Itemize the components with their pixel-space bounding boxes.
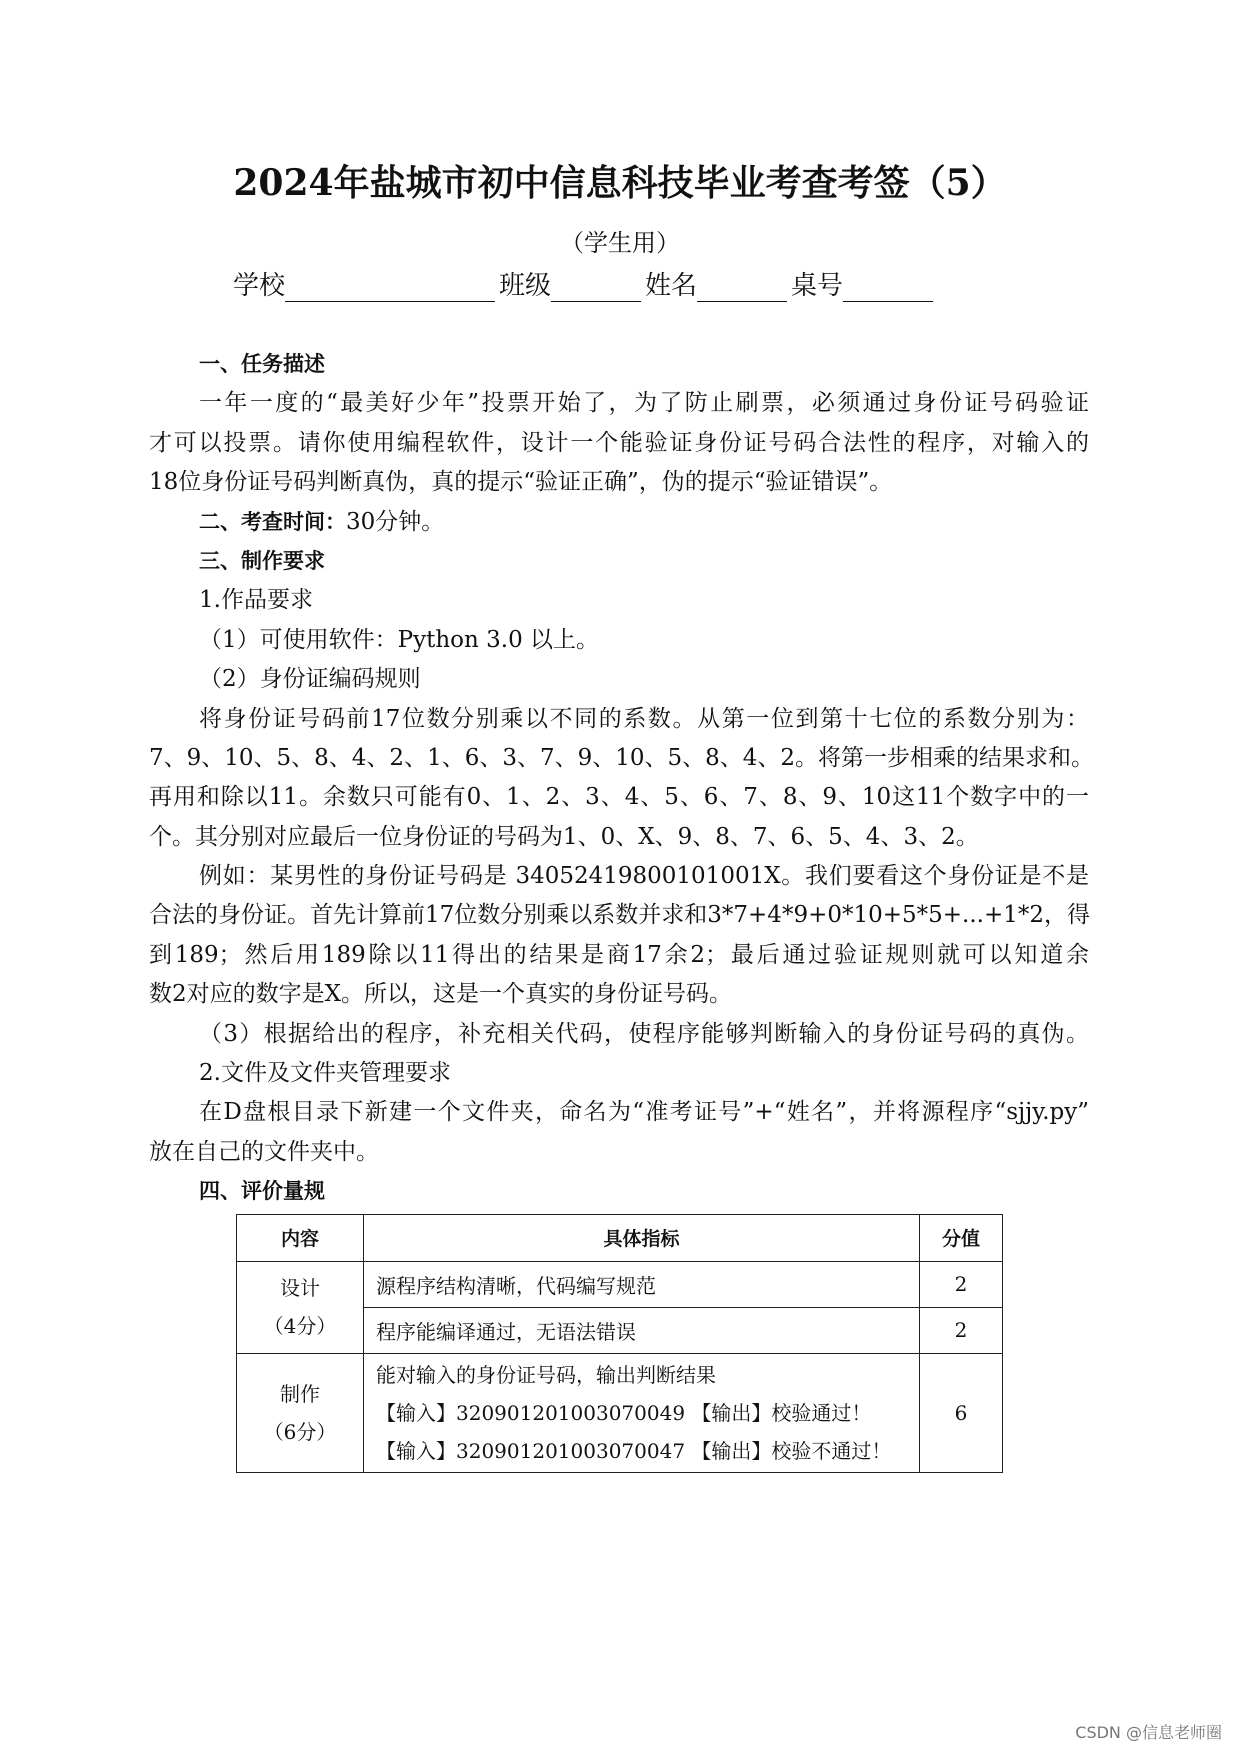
class-blank <box>551 271 641 302</box>
table-header-row <box>237 1214 1003 1261</box>
requirement-item2: （2）身份证编码规则 <box>199 666 421 693</box>
make-line: 【输入】320901201003070049 【输出】校验通过！ <box>376 1400 872 1425</box>
file-line: 放在自己的文件夹中。 <box>149 1138 379 1165</box>
rule-line: 7、9、10、5、8、4、2、1、6、3、7、9、10、5、8、4、2。将第一步相乘的结果求和。 <box>149 744 1095 771</box>
watermark: CSDN @信息老师圈 <box>1075 1723 1222 1742</box>
school-blank <box>285 271 495 302</box>
section-rubric-title: 四、评价量规 <box>199 1179 325 1204</box>
table-row <box>237 1261 1003 1307</box>
class-label: 班级 <box>499 271 552 301</box>
make-score: 6 <box>920 1353 1003 1472</box>
header-indicator: 具体指标 <box>364 1214 920 1261</box>
make-line: 能对输入的身份证号码，输出判断结果 <box>376 1362 716 1387</box>
requirement-sub2: 2.文件及文件夹管理要求 <box>199 1060 451 1087</box>
section-time-value: 30分钟。 <box>346 508 445 535</box>
task-line: 18位身份证号码判断真伪，真的提示“验证正确”，伪的提示“验证错误”。 <box>149 469 893 496</box>
header-content: 内容 <box>237 1214 364 1261</box>
page-title: 2024年盐城市初中信息科技毕业考查考签（5） <box>233 162 1007 204</box>
design-points: （4分） <box>263 1314 337 1339</box>
make-points: （6分） <box>263 1419 337 1444</box>
make-criterion <box>364 1353 920 1472</box>
section-time <box>149 503 1089 542</box>
section-time-title: 二、考查时间： <box>199 509 346 534</box>
requirement-item1: （1）可使用软件：Python 3.0 以上。 <box>199 626 600 653</box>
name-label: 姓名 <box>645 271 698 301</box>
section-requirements-title: 三、制作要求 <box>199 548 325 573</box>
example-line: 例如：某男性的身份证号码是 34052419800101001X。我们要看这个身份证是不是 <box>199 863 1089 890</box>
example-line: 到189；然后用189除以11得出的结果是商17余2；最后通过验证规则就可以知道余 <box>149 941 1089 968</box>
example-line: 数2对应的数字是X。所以，这是一个真实的身份证号码。 <box>149 981 733 1008</box>
rule-line: 将身份证号码前17位数分别乘以不同的系数。从第一位到第十七位的系数分别为： <box>199 705 1089 732</box>
task-line: 才可以投票。请你使用编程软件，设计一个能验证身份证号码合法性的程序，对输入的 <box>149 429 1089 456</box>
document-body <box>149 345 1095 1473</box>
desk-blank <box>843 271 933 302</box>
design-label: 设计 <box>280 1276 320 1301</box>
table-row <box>237 1353 1003 1472</box>
file-line: 在D盘根目录下新建一个文件夹，命名为“准考证号”+“姓名”，并将源程序“sjjy.py” <box>199 1099 1089 1126</box>
header-score: 分值 <box>920 1214 1003 1261</box>
desk-label: 桌号 <box>791 271 844 301</box>
rubric-table <box>236 1214 1003 1473</box>
name-blank <box>697 271 787 302</box>
task-line: 一年一度的“最美好少年”投票开始了，为了防止刷票，必须通过身份证号码验证 <box>199 390 1089 417</box>
design-score: 2 <box>920 1261 1003 1307</box>
make-category <box>237 1353 364 1472</box>
rule-line: 再用和除以11。余数只可能有0、1、2、3、4、5、6、7、8、9、10这11个数字中的一 <box>149 784 1089 811</box>
requirement-sub1: 1.作品要求 <box>199 587 313 614</box>
design-category <box>237 1261 364 1353</box>
design-criterion: 源程序结构清晰，代码编写规范 <box>364 1261 920 1307</box>
section-task-title: 一、任务描述 <box>199 352 325 376</box>
make-label: 制作 <box>280 1381 320 1406</box>
make-line: 【输入】320901201003070047 【输出】校验不通过！ <box>376 1438 892 1463</box>
page-subtitle: （学生用） <box>560 229 680 257</box>
school-label: 学校 <box>233 271 286 301</box>
requirement-item3: （3）根据给出的程序，补充相关代码，使程序能够判断输入的身份证号码的真伪。 <box>199 1020 1089 1047</box>
example-line: 合法的身份证。首先计算前17位数分别乘以系数并求和3*7+4*9+0*10+5*5+...+1*2，得 <box>149 902 1091 929</box>
student-info-fields <box>233 270 937 302</box>
design-criterion: 程序能编译通过，无语法错误 <box>364 1307 920 1353</box>
rule-line: 个。其分别对应最后一位身份证的号码为1、0、X、9、8、7、6、5、4、3、2。 <box>149 823 979 850</box>
design-score: 2 <box>920 1307 1003 1353</box>
